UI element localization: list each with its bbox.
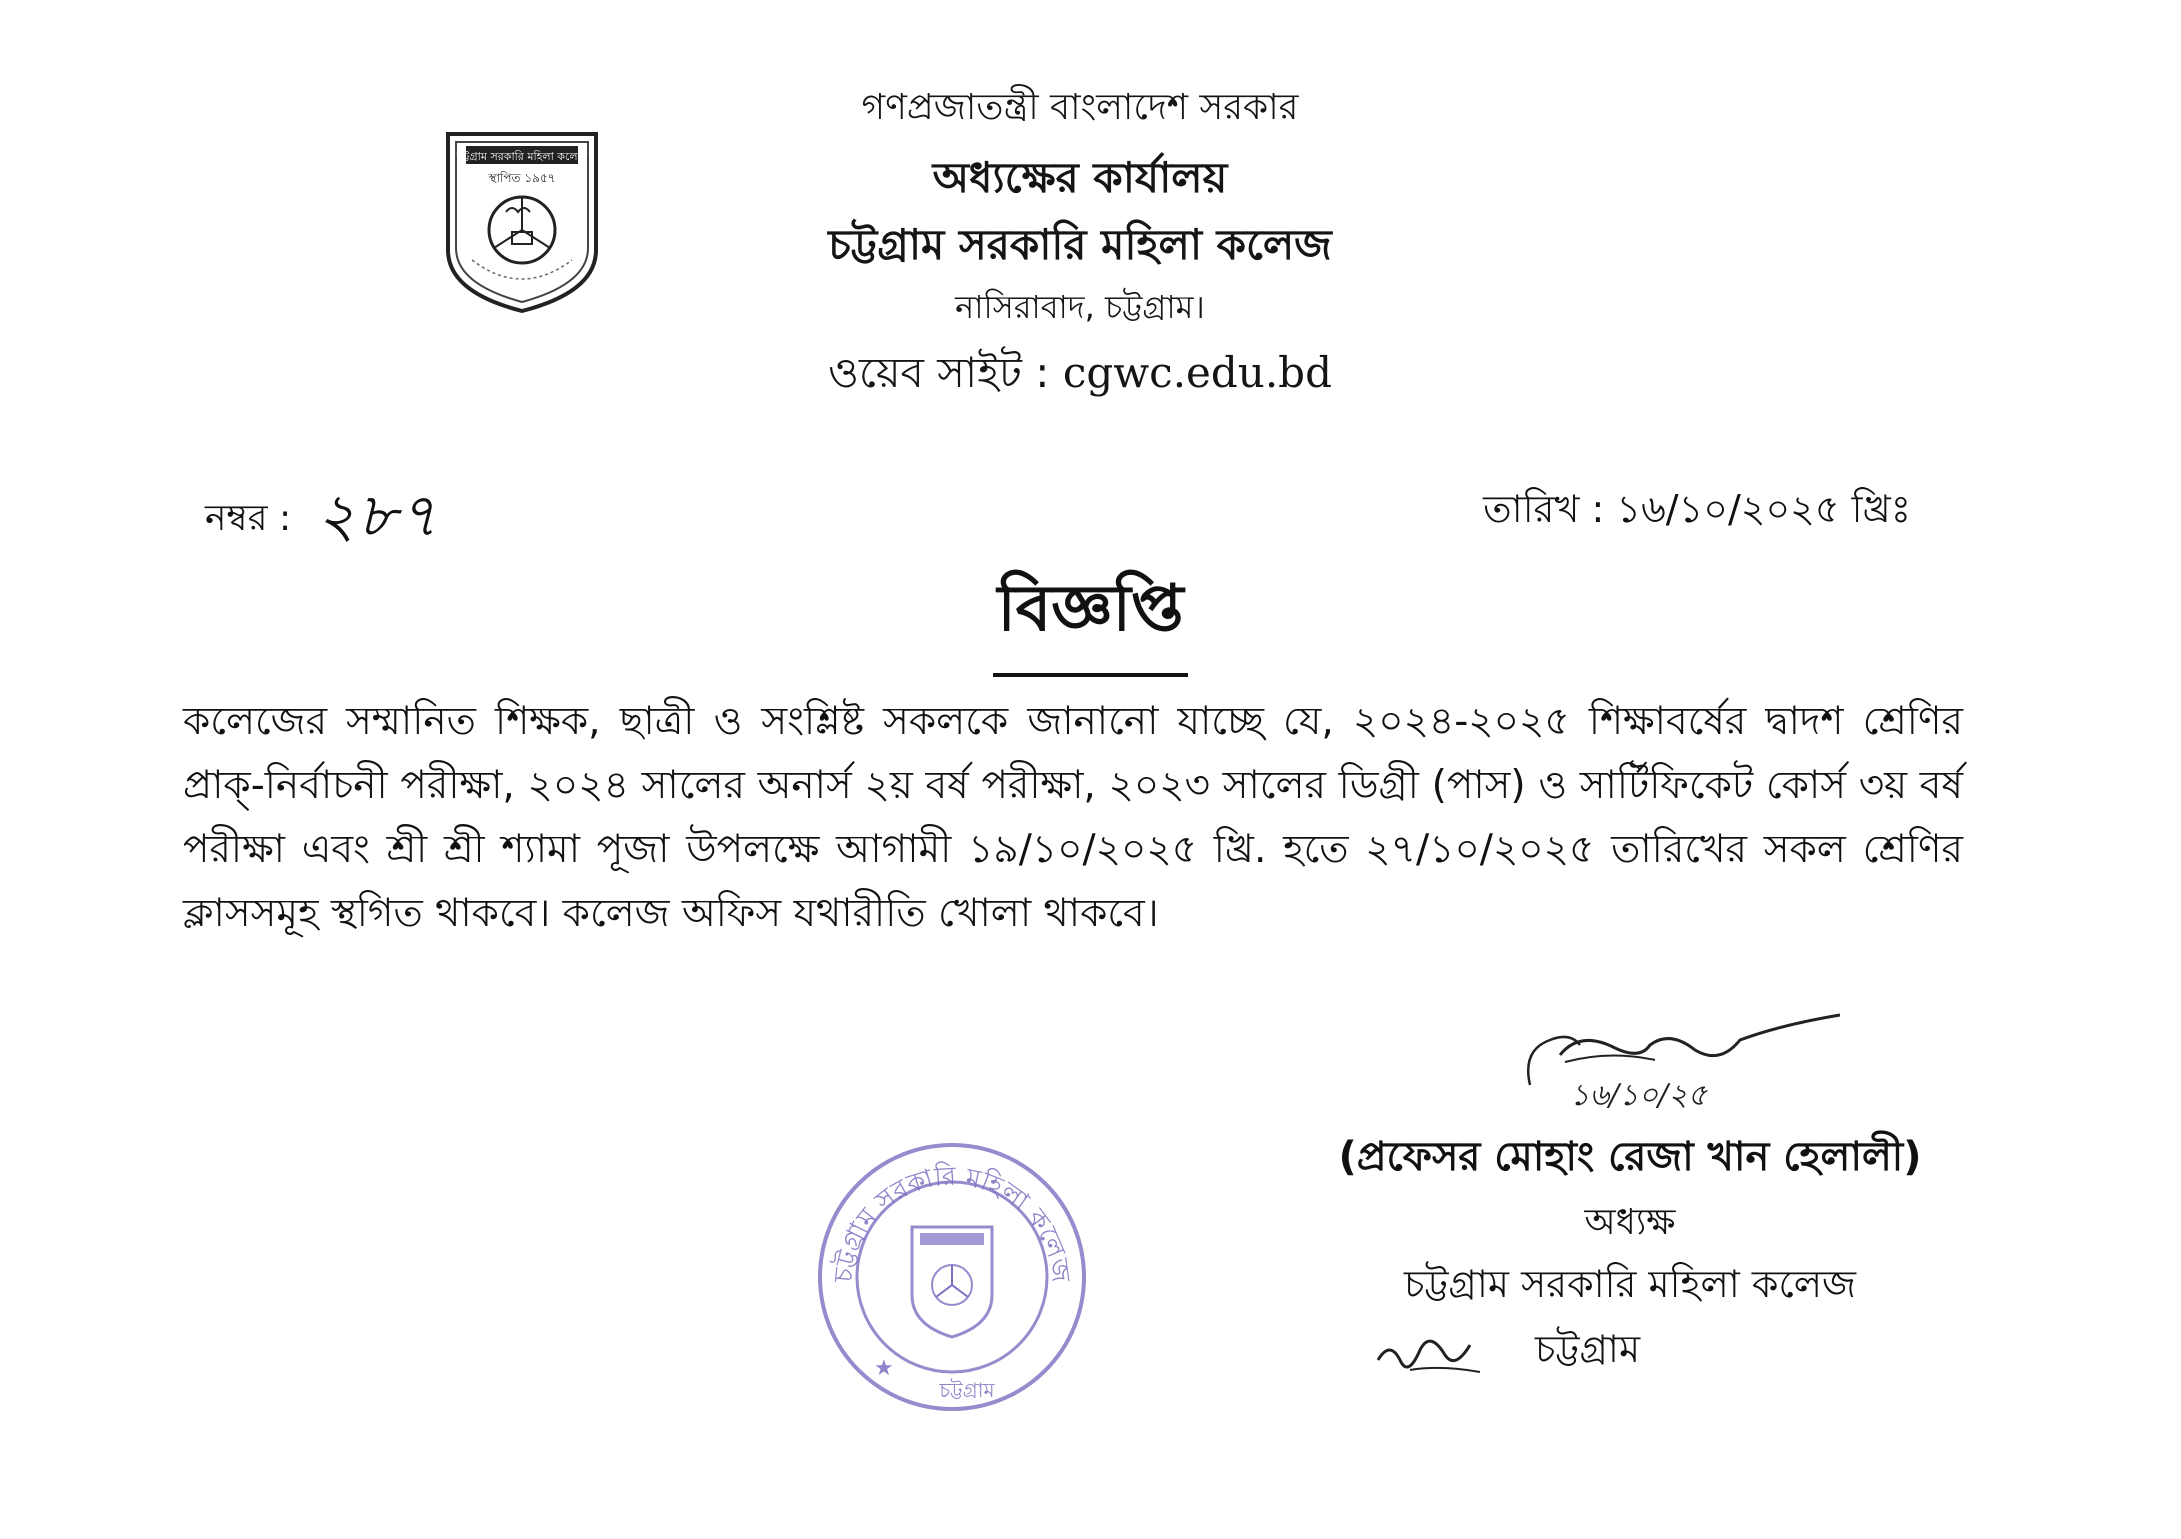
notice-date [1483,480,1911,544]
website-label: ওয়েব সাইট : [828,348,1050,397]
notice-title-text: বিজ্ঞপ্তি [993,560,1187,677]
notice-body: কলেজের সম্মানিত শিক্ষক, ছাত্রী ও সংশ্লিষ্ট সকলকে জানানো যাচ্ছে যে, ২০২৪-২০২৫ শিক্ষাবর্ষের দ্বাদশ শ্রেণির প্রাক্-নির্বাচনী পরীক্ষা, ২০২৪ সালের অনার্স ২য় বর্ষ পরীক্ষা, ২০২৩ সালের ডিগ্রী (পাস) ও সার্টিফিকেট কোর্স ৩য় বর্ষ পরীক্ষা এবং শ্রী শ্রী শ্যামা পূজা উপলক্ষে আগামী ১৯/১০/২০২৫ খ্রি. হতে ২৭/১০/২০২৫ তারিখের সকল শ্রেণির ক্লাসসমূহ স্থগিত থাকবে। কলেজ অফিস যথারীতি খোলা থাকবে। [183,699,1963,936]
principal-signature [1520,1010,1850,1120]
initials-mark [1370,1320,1490,1390]
signatory-institution: চট্টগ্রাম সরকারি মহিলা কলেজ [1403,1262,1857,1306]
seal-star-icon: ★ [874,1356,894,1381]
office-title: অধ্যক্ষের কার্যালয় [932,153,1228,202]
government-line: গণপ্রজাতন্ত্রী বাংলাদেশ সরকার [861,87,1299,128]
signatory-title: অধ্যক্ষ [1584,1202,1676,1243]
college-name: চট্টগ্রাম সরকারি মহিলা কলেজ [828,220,1332,269]
seal-bottom-text: চট্টগ্রাম [939,1378,995,1402]
website-line [760,340,1400,411]
logo-established-text: স্থাপিত ১৯৫৭ [488,171,556,185]
notice-title [0,560,2181,677]
date-value: ১৬/১০/২০২৫ খ্রিঃ [1616,487,1911,531]
reference-label: নম্বর : [205,498,292,539]
signatory-city: চট্টগ্রাম [1535,1327,1641,1371]
date-label: তারিখ : [1483,487,1605,531]
website-url[interactable]: cgwc.edu.bd [1062,348,1332,397]
college-logo [442,130,602,315]
reference-number [205,470,440,570]
logo-top-text: চট্টগ্রাম সরকারি মহিলা কলেজ [456,150,588,163]
signatory-name: (প্রফেসর মোহাং রেজা খান হেলালী) [1338,1134,1922,1180]
college-address: নাসিরাবাদ, চট্টগ্রাম। [955,288,1205,326]
signature-date: ১৬/১০/২৫ [1570,1078,1708,1113]
official-seal [812,1135,1092,1420]
seal-text: চট্টগ্রাম সরকারি মহিলা কলেজ [828,1161,1076,1284]
reference-value: ২৮৭ [316,481,440,551]
